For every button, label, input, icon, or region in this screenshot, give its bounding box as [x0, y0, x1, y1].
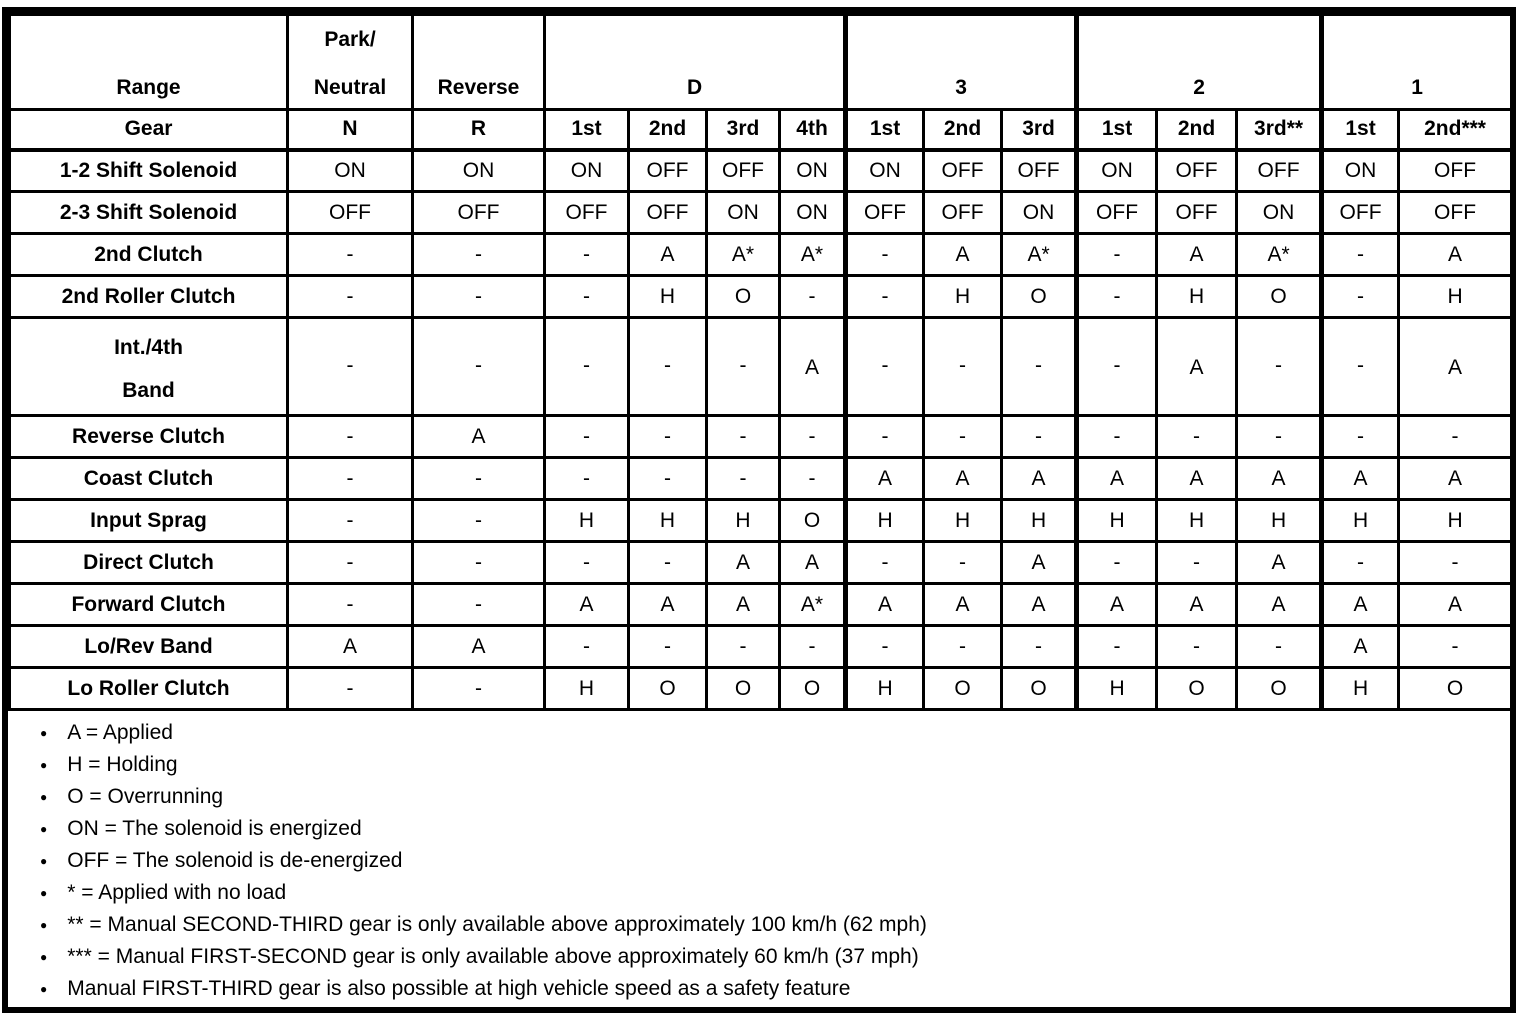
- table-cell: -: [1002, 416, 1077, 458]
- table-cell: ON: [780, 150, 846, 192]
- table-cell: -: [1077, 626, 1157, 668]
- table-cell: -: [1399, 626, 1512, 668]
- table-cell: OFF: [1157, 192, 1237, 234]
- gear-col-header: 1st: [1077, 110, 1157, 150]
- table-cell: -: [846, 276, 924, 318]
- table-cell: H: [629, 276, 707, 318]
- table-cell: A: [1157, 234, 1237, 276]
- table-cell: A: [545, 584, 629, 626]
- table-cell: OFF: [629, 192, 707, 234]
- gear-col-header: 3rd**: [1237, 110, 1322, 150]
- table-cell: [924, 318, 1002, 416]
- application-table: [8, 13, 1513, 711]
- table-cell: H: [1077, 500, 1157, 542]
- table-cell: -: [924, 626, 1002, 668]
- table-cell: [1399, 318, 1512, 416]
- cell-bottom-value: A: [805, 355, 820, 379]
- table-cell: -: [288, 668, 413, 710]
- bullet-icon: ●: [40, 758, 48, 772]
- row-label: Lo Roller Clutch: [10, 668, 288, 710]
- table-cell: H: [1322, 500, 1399, 542]
- table-cell: -: [846, 626, 924, 668]
- table-cell: H: [1157, 500, 1237, 542]
- table-cell: -: [1157, 542, 1237, 584]
- table-cell: -: [629, 542, 707, 584]
- clutch-application-chart: [2, 7, 1516, 1013]
- table-cell: A: [629, 234, 707, 276]
- table-cell: [1157, 318, 1237, 416]
- legend-text: O = Overrunning: [67, 785, 224, 808]
- table-cell: -: [413, 542, 545, 584]
- table-cell: O: [780, 668, 846, 710]
- table-cell: A: [1002, 584, 1077, 626]
- table-cell: -: [1322, 234, 1399, 276]
- table-cell: H: [545, 500, 629, 542]
- range-d-header: D: [545, 15, 846, 110]
- gear-col-header: 4th: [780, 110, 846, 150]
- table-cell: -: [1077, 542, 1157, 584]
- reverse-header: Reverse: [413, 15, 545, 110]
- table-row: [10, 500, 1512, 542]
- gear-col-header: 2nd: [629, 110, 707, 150]
- table-cell: A: [1157, 584, 1237, 626]
- table-cell: OFF: [1399, 192, 1512, 234]
- gear-col-header: R: [413, 110, 545, 150]
- table-cell: A*: [1237, 234, 1322, 276]
- table-cell: A: [1157, 458, 1237, 500]
- cell-top-value: -: [664, 353, 671, 377]
- table-cell: H: [1157, 276, 1237, 318]
- gear-col-header: 2nd: [924, 110, 1002, 150]
- cell-top-value: -: [881, 353, 889, 377]
- table-cell: H: [846, 668, 924, 710]
- table-cell: -: [629, 626, 707, 668]
- gear-header: Gear: [10, 110, 288, 150]
- park-neutral-header: [288, 15, 413, 110]
- cell-top-value: -: [1113, 353, 1121, 377]
- table-cell: A: [1322, 626, 1399, 668]
- legend-item: [30, 845, 1510, 877]
- table-cell: H: [1237, 500, 1322, 542]
- table-cell: OFF: [924, 150, 1002, 192]
- gear-col-header: 1st: [545, 110, 629, 150]
- legend-text: Manual FIRST-THIRD gear is also possible at high vehicle speed as a safety feature: [67, 977, 851, 1000]
- table-cell: A: [1077, 584, 1157, 626]
- table-cell: OFF: [288, 192, 413, 234]
- cell-top-value: -: [1357, 353, 1365, 377]
- table-cell: -: [1002, 626, 1077, 668]
- bullet-icon: ●: [40, 822, 48, 836]
- table-cell: -: [1322, 276, 1399, 318]
- table-body: [10, 150, 1512, 710]
- table-cell: -: [545, 458, 629, 500]
- table-cell: A*: [1002, 234, 1077, 276]
- table-cell: -: [288, 276, 413, 318]
- table-cell: -: [288, 542, 413, 584]
- table-cell: ON: [1002, 192, 1077, 234]
- table-cell: H: [707, 500, 780, 542]
- legend-text: *** = Manual FIRST-SECOND gear is only available above approximately 60 km/h (37 mph): [67, 945, 919, 968]
- table-cell: ON: [1322, 150, 1399, 192]
- table-row: [10, 668, 1512, 710]
- table-cell: O: [707, 276, 780, 318]
- table-cell: [846, 318, 924, 416]
- bullet-icon: ●: [40, 886, 48, 900]
- table-cell: -: [545, 542, 629, 584]
- table-cell: H: [545, 668, 629, 710]
- table-cell: OFF: [1322, 192, 1399, 234]
- range-header-row: [10, 15, 1512, 110]
- table-row: [10, 150, 1512, 192]
- table-cell: ON: [1077, 150, 1157, 192]
- table-cell: H: [846, 500, 924, 542]
- row-label: 1-2 Shift Solenoid: [10, 150, 288, 192]
- range-2-header: 2: [1077, 15, 1322, 110]
- gear-col-header: 3rd: [707, 110, 780, 150]
- table-cell: A: [629, 584, 707, 626]
- table-row: [10, 584, 1512, 626]
- table-cell: A: [1237, 542, 1322, 584]
- table-cell: A: [1399, 234, 1512, 276]
- table-cell: OFF: [545, 192, 629, 234]
- legend-text: ** = Manual SECOND-THIRD gear is only available above approximately 100 km/h (62 mph): [67, 913, 927, 936]
- gear-col-header: 2nd***: [1399, 110, 1512, 150]
- table-cell: A: [1077, 458, 1157, 500]
- gear-col-header: 1st: [846, 110, 924, 150]
- table-row: [10, 416, 1512, 458]
- table-cell: -: [413, 500, 545, 542]
- legend-item: [30, 973, 1510, 1005]
- park-neutral-line2: Neutral: [313, 76, 387, 99]
- row-label: 2nd Roller Clutch: [10, 276, 288, 318]
- table-cell: -: [780, 458, 846, 500]
- table-cell: A: [707, 584, 780, 626]
- table-cell: A*: [780, 234, 846, 276]
- table-cell: OFF: [1077, 192, 1157, 234]
- table-cell: [780, 318, 846, 416]
- bullet-icon: ●: [40, 726, 48, 740]
- cell-top-value: -: [346, 353, 354, 377]
- table-cell: -: [846, 234, 924, 276]
- row-label: Input Sprag: [10, 500, 288, 542]
- table-cell: -: [545, 416, 629, 458]
- table-cell: A: [413, 416, 545, 458]
- table-cell: A: [1399, 458, 1512, 500]
- table-cell: -: [1077, 234, 1157, 276]
- table-cell: -: [1157, 626, 1237, 668]
- park-neutral-line1: Park/: [324, 28, 376, 51]
- table-cell: -: [629, 416, 707, 458]
- table-cell: OFF: [846, 192, 924, 234]
- table-cell: O: [1399, 668, 1512, 710]
- table-cell: OFF: [707, 150, 780, 192]
- table-cell: O: [629, 668, 707, 710]
- table-cell: -: [1077, 416, 1157, 458]
- table-row: [10, 542, 1512, 584]
- table-cell: O: [780, 500, 846, 542]
- table-cell: H: [1399, 276, 1512, 318]
- table-cell: O: [1157, 668, 1237, 710]
- table-cell: ON: [545, 150, 629, 192]
- table-cell: O: [1002, 668, 1077, 710]
- table-cell: O: [924, 668, 1002, 710]
- legend-item: [30, 909, 1510, 941]
- table-cell: -: [288, 416, 413, 458]
- table-cell: [1077, 318, 1157, 416]
- legend-text: OFF = The solenoid is de-energized: [67, 849, 403, 872]
- table-cell: -: [1399, 416, 1512, 458]
- bullet-icon: ●: [40, 982, 48, 996]
- bullet-icon: ●: [40, 790, 48, 804]
- table-cell: [629, 318, 707, 416]
- table-cell: -: [1399, 542, 1512, 584]
- row-label: Lo/Rev Band: [10, 626, 288, 668]
- cell-bottom-value: A: [1448, 355, 1463, 379]
- table-row: [10, 276, 1512, 318]
- table-cell: A: [1002, 542, 1077, 584]
- table-cell: -: [288, 234, 413, 276]
- gear-col-header: 1st: [1322, 110, 1399, 150]
- table-cell: H: [1002, 500, 1077, 542]
- cell-bottom-value: A: [1189, 355, 1204, 379]
- table-cell: A: [1399, 584, 1512, 626]
- table-row: [10, 626, 1512, 668]
- table-cell: O: [707, 668, 780, 710]
- table-cell: -: [1237, 416, 1322, 458]
- table-cell: A: [1237, 458, 1322, 500]
- table-cell: ON: [1237, 192, 1322, 234]
- row-label: Reverse Clutch: [10, 416, 288, 458]
- table-cell: A: [780, 542, 846, 584]
- table-cell: [1002, 318, 1077, 416]
- table-cell: ON: [780, 192, 846, 234]
- legend-item: [30, 813, 1510, 845]
- table-cell: -: [1157, 416, 1237, 458]
- table-cell: OFF: [629, 150, 707, 192]
- legend-text: ON = The solenoid is energized: [67, 817, 362, 840]
- table-cell: [288, 318, 413, 416]
- table-cell: ON: [707, 192, 780, 234]
- table-cell: -: [924, 416, 1002, 458]
- table-cell: A: [413, 626, 545, 668]
- legend-text: H = Holding: [67, 753, 178, 776]
- table-cell: -: [629, 458, 707, 500]
- table-cell: A: [846, 458, 924, 500]
- table-cell: -: [707, 626, 780, 668]
- table-cell: -: [413, 458, 545, 500]
- table-cell: A: [1002, 458, 1077, 500]
- table-cell: -: [707, 458, 780, 500]
- legend-item: [30, 941, 1510, 973]
- table-cell: OFF: [1237, 150, 1322, 192]
- table-cell: H: [924, 276, 1002, 318]
- table-cell: A: [846, 584, 924, 626]
- table-cell: -: [545, 276, 629, 318]
- table-cell: OFF: [1399, 150, 1512, 192]
- legend: [8, 711, 1510, 1005]
- table-cell: H: [1077, 668, 1157, 710]
- range-header: Range: [10, 15, 288, 110]
- table-cell: ON: [413, 150, 545, 192]
- table-cell: H: [1399, 500, 1512, 542]
- table-cell: [545, 318, 629, 416]
- table-cell: -: [1322, 416, 1399, 458]
- table-cell: H: [629, 500, 707, 542]
- cell-top-value: -: [739, 353, 747, 377]
- row-label: Direct Clutch: [10, 542, 288, 584]
- table-row: [10, 234, 1512, 276]
- cell-top-value: -: [959, 353, 967, 377]
- table-row: [10, 458, 1512, 500]
- table-cell: [707, 318, 780, 416]
- table-cell: A: [1322, 458, 1399, 500]
- legend-item: [30, 781, 1510, 813]
- table-cell: [1237, 318, 1322, 416]
- table-cell: -: [288, 584, 413, 626]
- cell-top-value: -: [1035, 353, 1043, 377]
- table-cell: -: [413, 668, 545, 710]
- cell-top-value: -: [475, 353, 482, 377]
- row-label: [10, 318, 288, 416]
- table-cell: -: [545, 234, 629, 276]
- table-cell: A: [1237, 584, 1322, 626]
- row-label: Forward Clutch: [10, 584, 288, 626]
- table-cell: -: [924, 542, 1002, 584]
- row-label: Coast Clutch: [10, 458, 288, 500]
- table-cell: A*: [707, 234, 780, 276]
- table-cell: H: [924, 500, 1002, 542]
- bullet-icon: ●: [40, 950, 48, 964]
- table-cell: OFF: [1157, 150, 1237, 192]
- gear-col-header: 2nd: [1157, 110, 1237, 150]
- legend-item: [30, 877, 1510, 909]
- row-label: 2nd Clutch: [10, 234, 288, 276]
- range-3-header: 3: [846, 15, 1077, 110]
- table-cell: A: [924, 234, 1002, 276]
- table-cell: ON: [846, 150, 924, 192]
- table-cell: A: [1322, 584, 1399, 626]
- bullet-icon: ●: [40, 854, 48, 868]
- bullet-icon: ●: [40, 918, 48, 932]
- cell-top-value: -: [1275, 353, 1283, 377]
- table-cell: -: [780, 626, 846, 668]
- table-cell: -: [846, 416, 924, 458]
- gear-header-row: [10, 110, 1512, 150]
- gear-col-header: N: [288, 110, 413, 150]
- row-label-line2: Band: [122, 379, 175, 402]
- table-cell: -: [846, 542, 924, 584]
- table-cell: -: [413, 584, 545, 626]
- row-label-line1: Int./4th: [114, 336, 183, 359]
- row-label: 2-3 Shift Solenoid: [10, 192, 288, 234]
- table-cell: [1322, 318, 1399, 416]
- table-row: [10, 192, 1512, 234]
- table-cell: -: [780, 276, 846, 318]
- range-1-header: 1: [1322, 15, 1512, 110]
- table-cell: A: [924, 584, 1002, 626]
- table-cell: A: [707, 542, 780, 584]
- table-cell: H: [1322, 668, 1399, 710]
- table-cell: A: [288, 626, 413, 668]
- table-cell: -: [1322, 542, 1399, 584]
- table-cell: O: [1237, 668, 1322, 710]
- table-cell: -: [780, 416, 846, 458]
- table-cell: -: [1237, 626, 1322, 668]
- table-cell: -: [707, 416, 780, 458]
- table-cell: OFF: [1002, 150, 1077, 192]
- table-row: [10, 318, 1512, 416]
- legend-text: A = Applied: [67, 721, 173, 744]
- table-cell: -: [545, 626, 629, 668]
- legend-text: * = Applied with no load: [67, 881, 287, 904]
- legend-item: [30, 749, 1510, 781]
- table-cell: OFF: [413, 192, 545, 234]
- table-cell: OFF: [924, 192, 1002, 234]
- gear-col-header: 3rd: [1002, 110, 1077, 150]
- table-cell: -: [288, 458, 413, 500]
- table-cell: A*: [780, 584, 846, 626]
- table-cell: -: [413, 276, 545, 318]
- table-cell: -: [288, 500, 413, 542]
- table-cell: [413, 318, 545, 416]
- table-cell: O: [1237, 276, 1322, 318]
- legend-item: [30, 717, 1510, 749]
- table-cell: O: [1002, 276, 1077, 318]
- cell-top-value: -: [583, 353, 590, 377]
- table-cell: -: [413, 234, 545, 276]
- table-cell: A: [924, 458, 1002, 500]
- table-cell: -: [1077, 276, 1157, 318]
- table-cell: ON: [288, 150, 413, 192]
